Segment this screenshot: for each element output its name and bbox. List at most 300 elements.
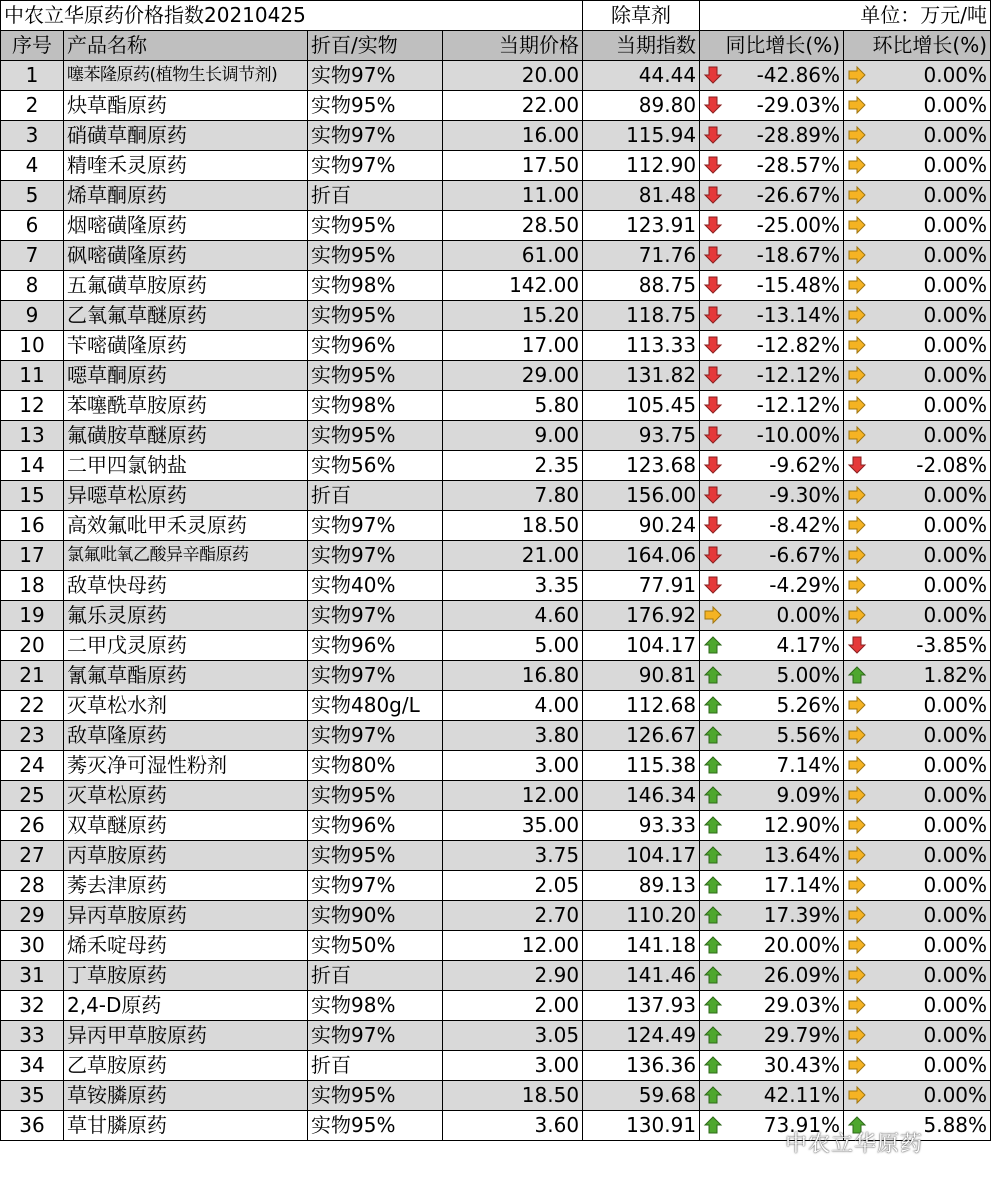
current-price: 18.50 xyxy=(443,511,583,541)
category-label: 除草剂 xyxy=(583,1,700,31)
mom-change xyxy=(844,481,991,511)
header-name: 产品名称 xyxy=(64,31,308,61)
spec: 折百 xyxy=(308,1051,443,1081)
table-row xyxy=(1,691,991,721)
mom-change xyxy=(844,361,991,391)
mom-value: 0.00% xyxy=(923,723,988,747)
yoy-value: 7.14% xyxy=(776,753,841,777)
product-name: 莠灭净可湿性粉剂 xyxy=(64,751,308,781)
header-row xyxy=(1,31,991,61)
yoy-value: -18.67% xyxy=(756,243,841,267)
mom-change xyxy=(844,811,991,841)
mom-change xyxy=(844,1051,991,1081)
table-row xyxy=(1,541,991,571)
current-index: 93.33 xyxy=(583,811,700,841)
yoy-change xyxy=(700,421,844,451)
arrow-right-icon xyxy=(847,905,867,925)
yoy-value: -6.67% xyxy=(769,543,841,567)
spec: 实物95% xyxy=(308,421,443,451)
product-name: 精喹禾灵原药 xyxy=(64,151,308,181)
current-price: 17.00 xyxy=(443,331,583,361)
current-index: 88.75 xyxy=(583,271,700,301)
arrow-up-icon xyxy=(703,935,723,955)
mom-value: 0.00% xyxy=(923,63,988,87)
yoy-change xyxy=(700,841,844,871)
current-price: 2.90 xyxy=(443,961,583,991)
mom-value: 0.00% xyxy=(923,783,988,807)
arrow-right-icon xyxy=(847,515,867,535)
arrow-right-icon xyxy=(847,1055,867,1075)
mom-value: 0.00% xyxy=(923,333,988,357)
unit-label: 单位：万元/吨 xyxy=(700,1,991,31)
product-name: 氟磺胺草醚原药 xyxy=(64,421,308,451)
arrow-down-icon xyxy=(703,545,723,565)
spec: 实物95% xyxy=(308,361,443,391)
current-price: 3.35 xyxy=(443,571,583,601)
mom-change xyxy=(844,61,991,91)
current-index: 136.36 xyxy=(583,1051,700,1081)
mom-change xyxy=(844,841,991,871)
arrow-down-icon xyxy=(847,455,867,475)
spec: 实物97% xyxy=(308,721,443,751)
product-name: 烟嘧磺隆原药 xyxy=(64,211,308,241)
current-index: 164.06 xyxy=(583,541,700,571)
spec: 实物90% xyxy=(308,901,443,931)
arrow-right-icon xyxy=(847,395,867,415)
product-name: 草甘膦原药 xyxy=(64,1111,308,1141)
row-no: 27 xyxy=(1,841,64,871)
mom-value: 0.00% xyxy=(923,753,988,777)
yoy-change xyxy=(700,601,844,631)
table-row xyxy=(1,961,991,991)
arrow-up-icon xyxy=(703,815,723,835)
row-no: 17 xyxy=(1,541,64,571)
arrow-right-icon xyxy=(847,335,867,355)
product-name: 双草醚原药 xyxy=(64,811,308,841)
yoy-change xyxy=(700,91,844,121)
current-index: 113.33 xyxy=(583,331,700,361)
product-name: 敌草隆原药 xyxy=(64,721,308,751)
mom-change xyxy=(844,871,991,901)
arrow-right-icon xyxy=(703,605,723,625)
arrow-up-icon xyxy=(703,1115,723,1135)
table-row xyxy=(1,91,991,121)
current-index: 146.34 xyxy=(583,781,700,811)
row-no: 2 xyxy=(1,91,64,121)
arrow-right-icon xyxy=(847,125,867,145)
row-no: 18 xyxy=(1,571,64,601)
spec: 实物97% xyxy=(308,661,443,691)
table-row xyxy=(1,601,991,631)
yoy-value: 5.56% xyxy=(776,723,841,747)
yoy-value: 42.11% xyxy=(763,1083,841,1107)
mom-value: 0.00% xyxy=(923,1053,988,1077)
row-no: 28 xyxy=(1,871,64,901)
row-no: 12 xyxy=(1,391,64,421)
yoy-change xyxy=(700,781,844,811)
yoy-value: 13.64% xyxy=(763,843,841,867)
yoy-change xyxy=(700,811,844,841)
arrow-up-icon xyxy=(703,845,723,865)
arrow-right-icon xyxy=(847,275,867,295)
mom-value: 0.00% xyxy=(923,363,988,387)
mom-value: 0.00% xyxy=(923,1023,988,1047)
row-no: 11 xyxy=(1,361,64,391)
product-name: 氯氟吡氧乙酸异辛酯原药 xyxy=(64,541,308,571)
yoy-value: -12.12% xyxy=(756,393,841,417)
product-name: 烯禾啶母药 xyxy=(64,931,308,961)
arrow-down-icon xyxy=(703,275,723,295)
mom-value: 0.00% xyxy=(923,843,988,867)
row-no: 25 xyxy=(1,781,64,811)
spec: 实物96% xyxy=(308,631,443,661)
current-price: 2.05 xyxy=(443,871,583,901)
row-no: 29 xyxy=(1,901,64,931)
mom-change xyxy=(844,451,991,481)
yoy-change xyxy=(700,871,844,901)
yoy-change xyxy=(700,451,844,481)
row-no: 14 xyxy=(1,451,64,481)
mom-value: 0.00% xyxy=(923,993,988,1017)
product-name: 异丙草胺原药 xyxy=(64,901,308,931)
arrow-right-icon xyxy=(847,605,867,625)
mom-value: -3.85% xyxy=(916,633,988,657)
arrow-right-icon xyxy=(847,875,867,895)
current-index: 90.81 xyxy=(583,661,700,691)
yoy-value: 9.09% xyxy=(776,783,841,807)
arrow-right-icon xyxy=(847,695,867,715)
yoy-change xyxy=(700,631,844,661)
current-index: 90.24 xyxy=(583,511,700,541)
spec: 实物98% xyxy=(308,391,443,421)
spec: 实物97% xyxy=(308,1021,443,1051)
arrow-right-icon xyxy=(847,935,867,955)
table-row xyxy=(1,721,991,751)
spec: 实物50% xyxy=(308,931,443,961)
mom-change xyxy=(844,301,991,331)
yoy-value: -9.30% xyxy=(769,483,841,507)
mom-change xyxy=(844,571,991,601)
arrow-down-icon xyxy=(703,335,723,355)
yoy-value: 29.79% xyxy=(763,1023,841,1047)
spec: 实物97% xyxy=(308,121,443,151)
current-index: 131.82 xyxy=(583,361,700,391)
product-name: 灭草松水剂 xyxy=(64,691,308,721)
table-row xyxy=(1,211,991,241)
arrow-down-icon xyxy=(703,65,723,85)
row-no: 35 xyxy=(1,1081,64,1111)
current-price: 16.80 xyxy=(443,661,583,691)
spec: 实物98% xyxy=(308,991,443,1021)
mom-change xyxy=(844,751,991,781)
current-index: 71.76 xyxy=(583,241,700,271)
mom-value: 0.00% xyxy=(923,543,988,567)
table-row xyxy=(1,241,991,271)
table-row xyxy=(1,991,991,1021)
current-index: 130.91 xyxy=(583,1111,700,1141)
yoy-change xyxy=(700,361,844,391)
current-price: 3.00 xyxy=(443,751,583,781)
row-no: 7 xyxy=(1,241,64,271)
arrow-down-icon xyxy=(703,425,723,445)
mom-change xyxy=(844,331,991,361)
arrow-up-icon xyxy=(703,665,723,685)
yoy-value: 30.43% xyxy=(763,1053,841,1077)
yoy-value: 20.00% xyxy=(763,933,841,957)
yoy-value: -12.82% xyxy=(756,333,841,357)
product-name: 乙草胺原药 xyxy=(64,1051,308,1081)
arrow-right-icon xyxy=(847,425,867,445)
current-price: 3.00 xyxy=(443,1051,583,1081)
product-name: 二甲四氯钠盐 xyxy=(64,451,308,481)
current-price: 61.00 xyxy=(443,241,583,271)
arrow-up-icon xyxy=(703,1055,723,1075)
spec: 实物56% xyxy=(308,451,443,481)
mom-change xyxy=(844,601,991,631)
spec: 折百 xyxy=(308,181,443,211)
yoy-change xyxy=(700,391,844,421)
row-no: 1 xyxy=(1,61,64,91)
yoy-value: 73.91% xyxy=(763,1113,841,1137)
yoy-value: 5.00% xyxy=(776,663,841,687)
current-price: 5.00 xyxy=(443,631,583,661)
arrow-right-icon xyxy=(847,785,867,805)
arrow-right-icon xyxy=(847,65,867,85)
spec: 实物95% xyxy=(308,241,443,271)
arrow-down-icon xyxy=(703,395,723,415)
mom-value: 0.00% xyxy=(923,813,988,837)
mom-change xyxy=(844,181,991,211)
arrow-down-icon xyxy=(703,575,723,595)
mom-change xyxy=(844,91,991,121)
yoy-change xyxy=(700,1051,844,1081)
current-price: 18.50 xyxy=(443,1081,583,1111)
arrow-right-icon xyxy=(847,155,867,175)
current-index: 59.68 xyxy=(583,1081,700,1111)
mom-change xyxy=(844,121,991,151)
product-name: 噻苯隆原药(植物生长调节剂) xyxy=(64,61,308,91)
current-price: 35.00 xyxy=(443,811,583,841)
row-no: 22 xyxy=(1,691,64,721)
product-name: 高效氟吡甲禾灵原药 xyxy=(64,511,308,541)
current-index: 81.48 xyxy=(583,181,700,211)
current-index: 104.17 xyxy=(583,841,700,871)
row-no: 36 xyxy=(1,1111,64,1141)
current-index: 89.13 xyxy=(583,871,700,901)
current-index: 112.68 xyxy=(583,691,700,721)
mom-change xyxy=(844,511,991,541)
yoy-change xyxy=(700,121,844,151)
current-price: 4.60 xyxy=(443,601,583,631)
yoy-change xyxy=(700,331,844,361)
arrow-down-icon xyxy=(703,365,723,385)
mom-value: 0.00% xyxy=(923,243,988,267)
current-index: 176.92 xyxy=(583,601,700,631)
arrow-down-icon xyxy=(703,245,723,265)
mom-change xyxy=(844,271,991,301)
mom-change xyxy=(844,211,991,241)
yoy-change xyxy=(700,181,844,211)
arrow-right-icon xyxy=(847,575,867,595)
arrow-right-icon xyxy=(847,815,867,835)
yoy-change xyxy=(700,661,844,691)
mom-value: 0.00% xyxy=(923,873,988,897)
current-price: 22.00 xyxy=(443,91,583,121)
current-price: 3.60 xyxy=(443,1111,583,1141)
table-row xyxy=(1,1021,991,1051)
arrow-right-icon xyxy=(847,365,867,385)
current-price: 12.00 xyxy=(443,781,583,811)
arrow-down-icon xyxy=(703,455,723,475)
mom-value: 0.00% xyxy=(923,603,988,627)
yoy-change xyxy=(700,301,844,331)
yoy-value: 5.26% xyxy=(776,693,841,717)
row-no: 6 xyxy=(1,211,64,241)
product-name: 灭草松原药 xyxy=(64,781,308,811)
mom-change xyxy=(844,961,991,991)
current-index: 156.00 xyxy=(583,481,700,511)
current-index: 104.17 xyxy=(583,631,700,661)
yoy-change xyxy=(700,691,844,721)
arrow-right-icon xyxy=(847,1085,867,1105)
spec: 实物95% xyxy=(308,1081,443,1111)
spec: 折百 xyxy=(308,961,443,991)
table-row xyxy=(1,901,991,931)
mom-change xyxy=(844,241,991,271)
yoy-value: 26.09% xyxy=(763,963,841,987)
yoy-value: -15.48% xyxy=(756,273,841,297)
current-index: 115.38 xyxy=(583,751,700,781)
product-name: 二甲戊灵原药 xyxy=(64,631,308,661)
yoy-change xyxy=(700,541,844,571)
spec: 实物40% xyxy=(308,571,443,601)
yoy-value: -25.00% xyxy=(756,213,841,237)
mom-change xyxy=(844,781,991,811)
current-price: 5.80 xyxy=(443,391,583,421)
table-row xyxy=(1,331,991,361)
row-no: 23 xyxy=(1,721,64,751)
arrow-down-icon xyxy=(703,95,723,115)
product-name: 异丙甲草胺原药 xyxy=(64,1021,308,1051)
row-no: 19 xyxy=(1,601,64,631)
arrow-up-icon xyxy=(703,725,723,745)
mom-value: 1.82% xyxy=(923,663,988,687)
spec: 实物95% xyxy=(308,91,443,121)
table-row xyxy=(1,661,991,691)
mom-value: 0.00% xyxy=(923,933,988,957)
table-row xyxy=(1,451,991,481)
mom-value: 0.00% xyxy=(923,573,988,597)
mom-value: 0.00% xyxy=(923,393,988,417)
yoy-change xyxy=(700,1081,844,1111)
mom-value: 0.00% xyxy=(923,693,988,717)
arrow-up-icon xyxy=(703,755,723,775)
current-index: 141.46 xyxy=(583,961,700,991)
spec: 实物95% xyxy=(308,1111,443,1141)
table-row xyxy=(1,631,991,661)
row-no: 8 xyxy=(1,271,64,301)
current-index: 105.45 xyxy=(583,391,700,421)
mom-value: 0.00% xyxy=(923,273,988,297)
arrow-down-icon xyxy=(703,215,723,235)
row-no: 20 xyxy=(1,631,64,661)
yoy-value: 29.03% xyxy=(763,993,841,1017)
product-name: 莠去津原药 xyxy=(64,871,308,901)
table-row xyxy=(1,61,991,91)
table-row xyxy=(1,781,991,811)
mom-value: 0.00% xyxy=(923,963,988,987)
product-name: 硝磺草酮原药 xyxy=(64,121,308,151)
spec: 实物97% xyxy=(308,151,443,181)
mom-change xyxy=(844,391,991,421)
spec: 实物80% xyxy=(308,751,443,781)
product-name: 2,4-D原药 xyxy=(64,991,308,1021)
spec: 实物98% xyxy=(308,271,443,301)
mom-change xyxy=(844,661,991,691)
product-name: 砜嘧磺隆原药 xyxy=(64,241,308,271)
mom-value: 0.00% xyxy=(923,213,988,237)
table-row xyxy=(1,511,991,541)
row-no: 33 xyxy=(1,1021,64,1051)
current-price: 16.00 xyxy=(443,121,583,151)
current-price: 9.00 xyxy=(443,421,583,451)
mom-change xyxy=(844,541,991,571)
arrow-up-icon xyxy=(703,1085,723,1105)
table-row xyxy=(1,1051,991,1081)
current-price: 21.00 xyxy=(443,541,583,571)
mom-value: 0.00% xyxy=(923,513,988,537)
current-index: 123.91 xyxy=(583,211,700,241)
row-no: 31 xyxy=(1,961,64,991)
arrow-up-icon xyxy=(703,875,723,895)
product-name: 氰氟草酯原药 xyxy=(64,661,308,691)
spec: 实物95% xyxy=(308,841,443,871)
mom-change xyxy=(844,631,991,661)
current-index: 123.68 xyxy=(583,451,700,481)
mom-change xyxy=(844,991,991,1021)
row-no: 16 xyxy=(1,511,64,541)
mom-value: -2.08% xyxy=(916,453,988,477)
arrow-right-icon xyxy=(847,1025,867,1045)
table-row xyxy=(1,751,991,781)
mom-change xyxy=(844,691,991,721)
arrow-right-icon xyxy=(847,215,867,235)
yoy-change xyxy=(700,511,844,541)
mom-change xyxy=(844,901,991,931)
yoy-value: -42.86% xyxy=(756,63,841,87)
row-no: 5 xyxy=(1,181,64,211)
table-title: 中农立华原药价格指数20210425 xyxy=(1,1,583,31)
arrow-up-icon xyxy=(703,905,723,925)
spec: 实物480g/L xyxy=(308,691,443,721)
arrow-down-icon xyxy=(703,155,723,175)
mom-change xyxy=(844,421,991,451)
product-name: 乙氧氟草醚原药 xyxy=(64,301,308,331)
spec: 实物96% xyxy=(308,811,443,841)
mom-change xyxy=(844,1021,991,1051)
table-row xyxy=(1,571,991,601)
yoy-change xyxy=(700,961,844,991)
yoy-value: 12.90% xyxy=(763,813,841,837)
header-index: 当期指数 xyxy=(583,31,700,61)
table-row xyxy=(1,481,991,511)
current-price: 3.75 xyxy=(443,841,583,871)
table-row xyxy=(1,421,991,451)
product-name: 噁草酮原药 xyxy=(64,361,308,391)
mom-value: 0.00% xyxy=(923,303,988,327)
row-no: 4 xyxy=(1,151,64,181)
current-price: 15.20 xyxy=(443,301,583,331)
